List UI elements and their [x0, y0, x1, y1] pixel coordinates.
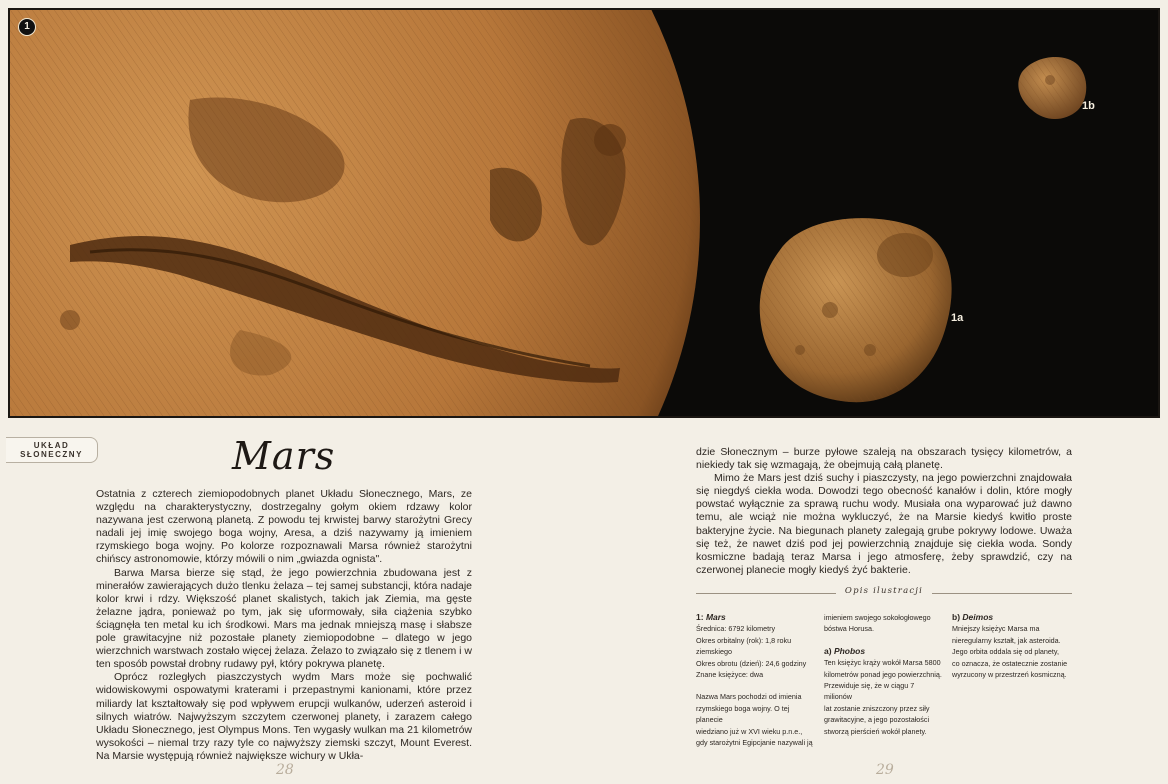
illustration-notes-heading	[696, 586, 1072, 600]
note-heading	[952, 612, 1070, 623]
note-line: co oznacza, że ostatecznie zostanie	[952, 658, 1068, 668]
note-line: rzymskiego boga wojny. O tej planecie	[696, 703, 790, 725]
note-letter: a)	[824, 645, 832, 656]
illustration-plate	[8, 8, 1160, 418]
note-line: kilometrów ponad jego powierzchnią.	[824, 669, 942, 679]
note-line: lat zostanie zniszczony przez siły	[824, 703, 930, 713]
mars-planet	[10, 10, 700, 418]
right-body-text	[696, 446, 1072, 577]
note-name: Deimos	[962, 612, 994, 622]
note-line: Mniejszy księżyc Marsa ma	[952, 624, 1040, 634]
note-line: wiedziano już w XVI wieku p.n.e.,	[696, 726, 803, 736]
note-line: wyrzucony w przestrzeń kosmiczną.	[952, 670, 1067, 680]
note-line: Ten księżyc krąży wokół Marsa 5800	[824, 658, 941, 668]
mars-illustration	[10, 10, 1160, 418]
section-tab-line1: UKŁAD	[33, 441, 70, 450]
label-1b: 1b	[1082, 100, 1095, 112]
note-line: Okres obrotu (dzień): 24,6 godziny	[696, 658, 807, 668]
divider	[932, 593, 1072, 594]
left-body-text	[96, 488, 472, 763]
note-phobos	[824, 612, 942, 737]
note-number: 1:	[696, 612, 704, 622]
section-tab-line2: SŁONECZNY	[20, 450, 83, 459]
note-line: Okres orbitalny (rok): 1,8 roku	[696, 635, 792, 645]
note-heading	[696, 612, 814, 623]
deimos-moon	[1018, 57, 1086, 119]
note-line: Średnica: 6792 kilometry	[696, 624, 776, 634]
note-line: imieniem swojego sokołogłowego	[824, 613, 931, 622]
note-mars	[696, 612, 814, 748]
paragraph: dzie Słonecznym – burze pyłowe szaleją na obszarach tysięcy kilometrów, a niekiedy tak się wzmagają, że obejmują całą planetę.	[696, 446, 1072, 472]
divider	[696, 593, 836, 594]
note-line: nieregularny kształt, jak asteroida.	[952, 635, 1061, 645]
note-name: Mars	[705, 612, 726, 622]
page-number-left: 28	[276, 762, 294, 778]
note-line: Nazwa Mars pochodzi od imienia	[696, 692, 802, 702]
page-title: Mars	[232, 434, 336, 478]
note-line: Przewiduje się, że w ciągu 7 milionów	[824, 681, 915, 702]
note-deimos	[952, 612, 1070, 680]
note-line: ziemskiego	[696, 647, 732, 657]
note-line: gdy starożytni Egipcjanie nazywali ją	[696, 738, 813, 748]
figure-number-badge: 1	[18, 18, 36, 36]
note-line: bóstwa Horusa.	[824, 624, 874, 634]
paragraph: Mimo że Mars jest dziś suchy i piaszczysty, na jego powierzchni znajdowała się niegdyś ciekła woda. Dowodzi tego obecność kanałów i dolin, które mogły powstać wyłącznie za sprawą ruchu wody. Musiała ona wyparować już dawno temu, ale wciąż nie można wykluczyć, że na Marsie kiedyś kwitło proste bakteryjne życie. Na biegunach planety zalegają grube pokrywy lodowe. Uważa się też, że nawet dziś pod jej powierzchnią znajduje się ciekła woda. Sondy kosmiczne badają teraz Marsa i jego atmosferę, żeby sprawdzić, czy na czerwonej planecie mogły kiedyś żyć bakterie.	[696, 472, 1072, 576]
paragraph: Ostatnia z czterech ziemiopodobnych planet Układu Słonecznego, Mars, ze względu na charakterystyczny, dostrzegalny gołym okiem rdzawy kolor nazywana jest czerwoną planetą. Z powodu tej krwistej barwy starożytni Grecy nadali jej imię swojego boga wojny, Aresa, a dziś nazywamy ją imieniem rzymskiego boga wojny. Po kolorze rozpoznawali Marsa również starożytni chińscy astronomowie, którzy mówili o nim „gwiazda ognista".	[96, 488, 472, 566]
note-name: Phobos	[833, 645, 866, 656]
note-letter: b)	[952, 612, 961, 622]
paragraph: Barwa Marsa bierze się stąd, że jego powierzchnia zbudowana jest z minerałów zawierających dużo tlenku żelaza – tej samej substancji, która nadaje kolor krwi i rdzy. Większość planet skalistych, takich jak Ziemia, ma gęste żelazne jądra, ponieważ po tym, jak się uformowały, siła ciążenia szybko ściągnęła ten metal ku ich środkowi. Mars ma jednak mniejszą masę i słabsze pole grawitacyjne niż pozostałe planety ziemiopodobne – dlatego w jego wierzchnich warstwach zostało więcej żelaza. Żelazo to związało się z tlenem i w ten sposób powstał drobny rudawy pył, który pokrywa planetę.	[96, 566, 472, 671]
section-tab	[6, 437, 98, 463]
page-number-right: 29	[876, 762, 894, 778]
phobos-moon	[760, 218, 952, 402]
notes-title: Opis ilustracji	[844, 586, 924, 596]
note-line: grawitacyjne, a jego pozostałości	[824, 715, 930, 725]
label-1a: 1a	[951, 312, 964, 324]
note-heading	[824, 646, 942, 657]
note-line: Znane księżyce: dwa	[696, 670, 764, 680]
paragraph: Oprócz rozległych piaszczystych wydm Mars może się pochwalić widowiskowymi ospowatymi kraterami i przepastnymi kanionami, które przez miliardy lat kształtowały się pod wpływem erupcji wulkanów, uderzeń asteroid i silnych wiatrów. Najwyższym szczytem czerwonej planety, i zarazem całego Układu Słonecznego, jest Olympus Mons. Ten wygasły wulkan ma 21 kilometrów wysokości – niemal trzy razy tyle co najwyższy ziemski szczyt, Mount Everest. Na Marsie występują również największe wichury w Ukła-	[96, 671, 472, 762]
note-line: Jego orbita oddala się od planety,	[952, 647, 1059, 657]
note-line: stworzą pierścień wokół planety.	[824, 726, 927, 736]
